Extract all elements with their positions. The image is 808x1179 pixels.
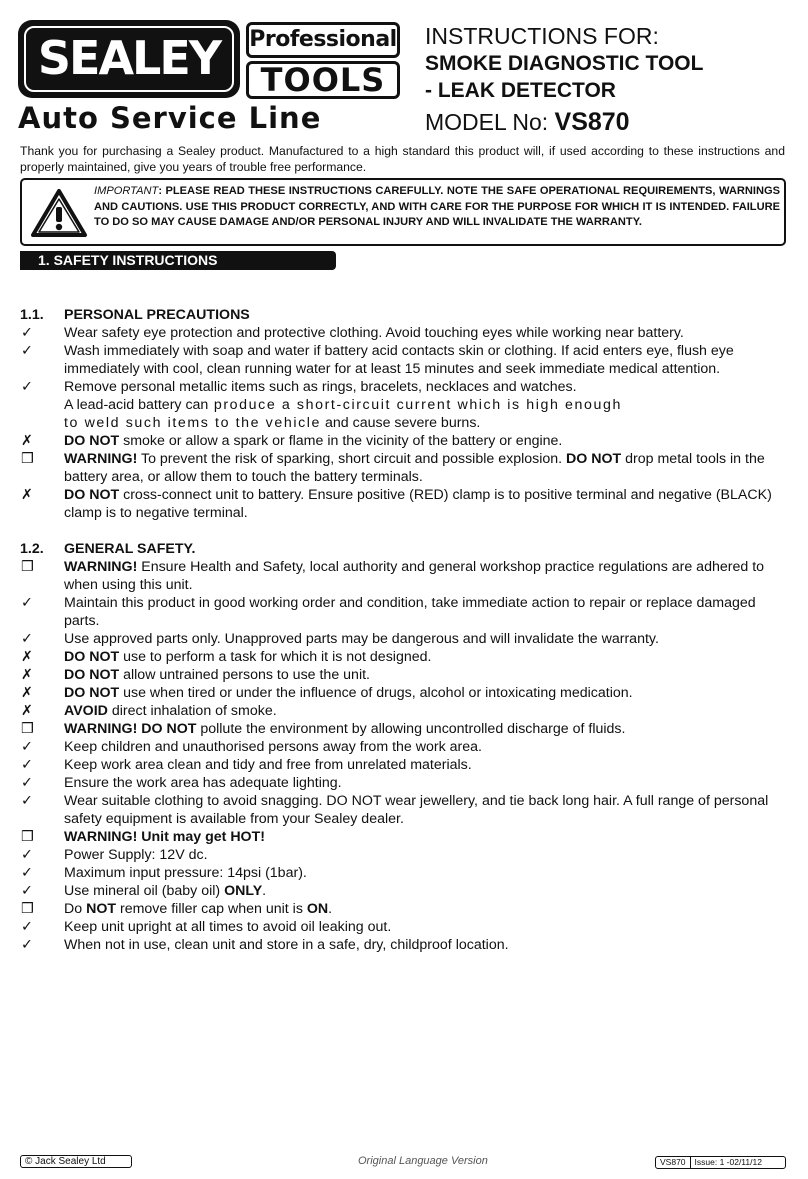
section-safety-instructions: 1. SAFETY INSTRUCTIONS (20, 251, 336, 270)
safety-content (20, 306, 785, 954)
list-item: ✗ DO NOT allow untrained persons to use the unit. (21, 667, 370, 683)
list-item: ✓ Keep children and unauthorised persons away from the work area. (21, 739, 482, 755)
check-icon: ✓ (21, 631, 33, 647)
cross-icon: ✗ (21, 685, 33, 701)
box-icon: ❒ (21, 901, 34, 917)
sealey-brand-badge (18, 20, 240, 98)
brand-name: SEALEY (37, 31, 221, 85)
check-icon: ✓ (21, 865, 33, 881)
check-icon: ✓ (21, 883, 33, 899)
copyright-label: © Jack Sealey Ltd (20, 1155, 132, 1168)
list-item: ✗ DO NOT smoke or allow a spark or flame in the vicinity of the battery or engine. (21, 433, 563, 449)
check-icon: ✓ (21, 379, 33, 395)
model-value: VS870 (554, 108, 630, 136)
list-item: ❒ WARNING! Ensure Health and Safety, local authority and general workshop practice regulations are adhered to when using this unit. (21, 559, 765, 593)
professional-label: Professional (246, 22, 400, 58)
list-item: ✓ Use mineral oil (baby oil) ONLY. (21, 883, 267, 899)
check-icon: ✓ (21, 775, 33, 791)
check-icon: ✓ (21, 739, 33, 755)
important-label: IMPORTANT (94, 185, 159, 197)
list-item: ✓ Maximum input pressure: 14psi (1bar). (21, 865, 307, 881)
list-item: ✓ Ensure the work area has adequate lighting. (21, 775, 342, 791)
list-item: ✗ DO NOT use to perform a task for which it is not designed. (21, 649, 432, 665)
list-item: ✓ Wear safety eye protection and protective clothing. Avoid touching eyes while working near battery. (21, 325, 684, 341)
intro-text: Thank you for purchasing a Sealey product. Manufactured to a high standard this product will, if used according to these instructions and properly maintained, give you years of trouble free performance. (20, 144, 785, 174)
document-title (425, 22, 795, 138)
cross-icon: ✗ (21, 703, 33, 719)
list-item: ✓ Wear suitable clothing to avoid snagging. DO NOT wear jewellery, and tie back long hair. A full range of personal safety equipment is available from your Sealey dealer. (21, 793, 769, 827)
warning-triangle-icon (30, 188, 88, 238)
footer-model: VS870 (660, 1157, 686, 1167)
model-label: MODEL No: (425, 109, 549, 135)
box-icon: ❒ (21, 559, 34, 575)
list-item: ❒ WARNING! Unit may get HOT! (21, 829, 265, 845)
check-icon: ✓ (21, 919, 33, 935)
check-icon: ✓ (21, 325, 33, 341)
check-icon: ✓ (21, 595, 33, 611)
important-notice (20, 178, 786, 246)
footer-issue: Issue: 1 -02/11/12 (690, 1157, 766, 1168)
cross-icon: ✗ (21, 649, 33, 665)
list-item: ✓ Remove personal metallic items such as rings, bracelets, necklaces and watches. A lead-acid battery can produce a short-circuit current which is high enough to weld such items to the vehicle and cause severe burns. (21, 379, 622, 431)
model-number (425, 106, 795, 138)
list-item: ✓ When not in use, clean unit and store in a safe, dry, childproof location. (21, 937, 509, 953)
product-name-line2: - LEAK DETECTOR (425, 79, 616, 102)
sealey-logo (18, 20, 406, 135)
box-icon: ❒ (21, 829, 34, 845)
auto-service-line-label: Auto Service Line (18, 101, 322, 135)
language-version-label: Original Language Version (358, 1155, 488, 1167)
general-safety-heading: 1.2. GENERAL SAFETY. (20, 541, 196, 557)
check-icon: ✓ (21, 793, 33, 809)
list-item: ✓ Keep unit upright at all times to avoid oil leaking out. (21, 919, 392, 935)
list-item: ✓ Power Supply: 12V dc. (21, 847, 208, 863)
list-item: ✓ Keep work area clean and tidy and free from unrelated materials. (21, 757, 472, 773)
list-item: ✓ Use approved parts only. Unapproved parts may be dangerous and will invalidate the warranty. (21, 631, 659, 647)
personal-precautions-heading: 1.1. PERSONAL PRECAUTIONS (20, 307, 250, 323)
list-item: ❒ Do NOT remove filler cap when unit is ON. (21, 901, 333, 917)
check-icon: ✓ (21, 343, 33, 359)
issue-box (655, 1156, 786, 1169)
list-item: ✗ AVOID direct inhalation of smoke. (21, 703, 277, 719)
product-name-line1: SMOKE DIAGNOSTIC TOOL (425, 52, 704, 75)
check-icon: ✓ (21, 847, 33, 863)
list-item: ❒ WARNING! DO NOT pollute the environment by allowing uncontrolled discharge of fluids. (21, 721, 626, 737)
cross-icon: ✗ (21, 487, 33, 503)
list-item: ✓ Maintain this product in good working order and condition, take immediate action to repair or replace damaged parts. (21, 595, 756, 629)
box-icon: ❒ (21, 721, 34, 737)
tools-label: TOOLS (246, 61, 400, 99)
cross-icon: ✗ (21, 667, 33, 683)
check-icon: ✓ (21, 757, 33, 773)
important-text: IMPORTANT: PLEASE READ THESE INSTRUCTIONS CAREFULLY. NOTE THE SAFE OPERATIONAL REQUIREMENTS, WARNINGS AND CAUTIONS. USE THIS PRODUCT CORRECTLY, AND WITH CARE FOR THE PURPOSE FOR WHICH IT IS INTENDED. FAILURE TO DO SO MAY CAUSE DAMAGE AND/OR PERSONAL INJURY AND WILL INVALIDATE THE WARRANTY. (94, 185, 780, 229)
list-item: ✗ DO NOT use when tired or under the influence of drugs, alcohol or intoxicating medication. (21, 685, 633, 701)
instructions-for-label: INSTRUCTIONS FOR: (425, 23, 659, 49)
list-item: ❒ WARNING! To prevent the risk of sparking, short circuit and possible explosion. DO NOT drop metal tools in the battery area, or allow them to touch the battery terminals. (21, 451, 765, 485)
cross-icon: ✗ (21, 433, 33, 449)
box-icon: ❒ (21, 451, 34, 467)
list-item: ✓ Wash immediately with soap and water if battery acid contacts skin or clothing. If acid enters eye, flush eye immediately with cool, clean running water for at least 15 minutes and seek immediate medical attention. (21, 343, 734, 377)
list-item: ✗ DO NOT cross-connect unit to battery. Ensure positive (RED) clamp is to positive terminal and negative (BLACK) clamp is to negative terminal. (21, 487, 772, 521)
check-icon: ✓ (21, 937, 33, 953)
